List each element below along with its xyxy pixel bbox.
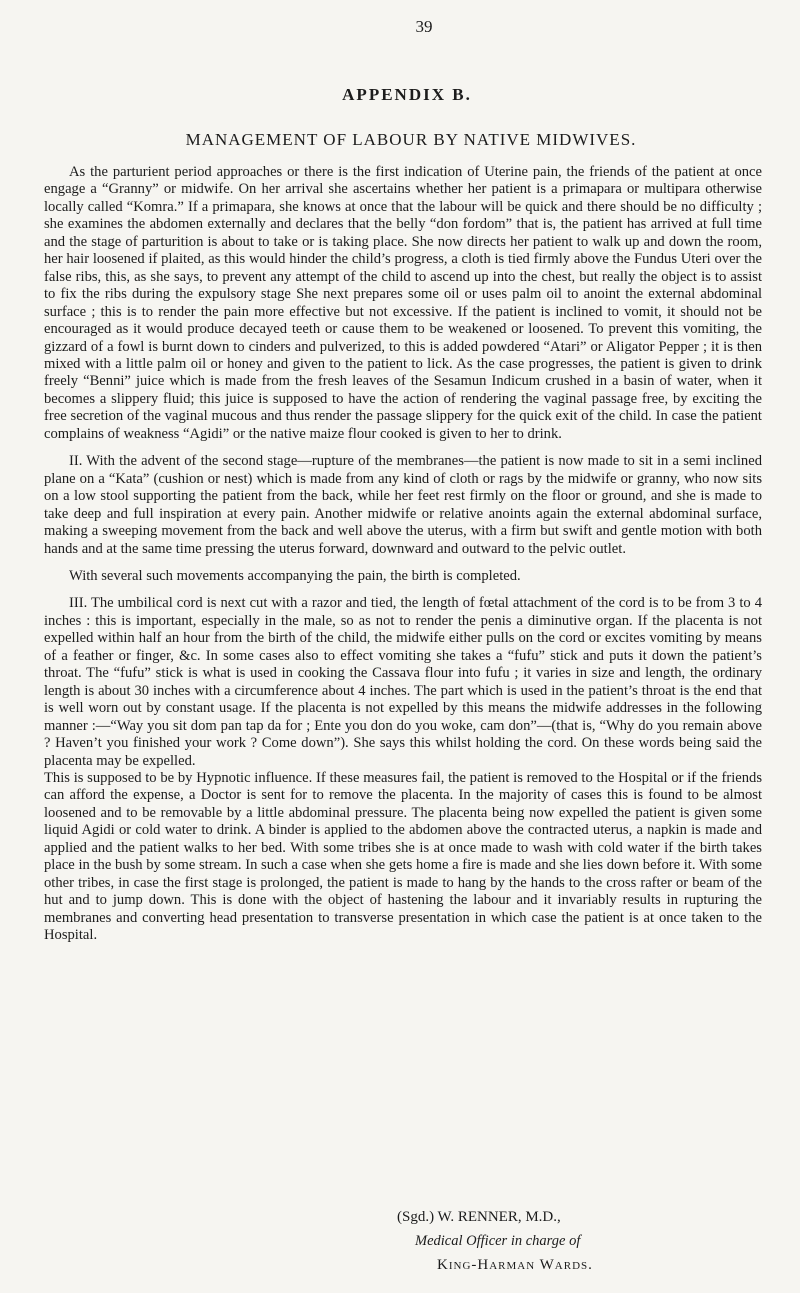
signature-role: Medical Officer in charge of [415, 1233, 581, 1249]
paragraph-first-stage: As the parturient period approaches or there is the first indication of Uterine pain, the friends of the patient at once engage a “Granny” or midwife. On her arrival she ascertains whether her patient is a primapara or multipara otherwise locally called “Komra.” If a primapara, she knows at once that the labour will be quick and there should be no difficulty ; she examines the abdomen externally and declares that the belly “don fordom” that is, the patient has arrived at full time and the stage of parturition is about to take or is taking place. She now directs her patient to walk up and down the room, her hair loosened if plaited, as this would hinder the child’s progress, a cloth is tied firmly above the Fundus Uteri over the false ribs, this, as she says, to prevent any attempt of the child to ascend up into the chest, but really the object is to assist to fix the ribs during the expulsory stage She next prepares some oil or uses palm oil to anoint the external abdominal surface ; this is to render the pain more effective but not excessive. If the patient is inclined to vomit, it should not be encouraged as it would produce decayed teeth or cause them to be weakened or loosened. To prevent this vomiting, the gizzard of a fowl is burnt down to cinders and pulverized, to this is added powdered “Atari” or Aligator Pepper ; it is then mixed with a little palm oil or honey and given to the patient to lick. As the case progresses, the patient is given to drink freely “Benni” juice which is made from the fresh leaves of the Sesamun Indicum crushed in a basin of water, when it becomes a slippery fluid; this juice is supposed to have the action of rendering the vaginal passage free, by exciting the free secretion of the vaginal mucous and thus render the passage slippery for the quick exit of the child. In case the patient complains of weakness “Agidi” or the native maize flour cooked is given to her to drink. [44, 164, 762, 442]
paragraph-third-stage: III. The umbilical cord is next cut with a razor and tied, the length of fœtal attachment of the cord is to be from 3 to 4 inches : this is important, especially in the male, so as not to render the penis a diminutive organ. If the placenta is not expelled within half an hour from the birth of the child, the midwife either pulls on the cord or excites vomiting by means of a feather or finger, &c. In some cases also to effect vomiting she takes a “fufu” stick and puts it down the patient’s throat. The “fufu” stick is what is used in cooking the Cassava flour into fufu ; it varies in size and length, the ordinary length is about 30 inches with a circumference about 4 inches. The part which is used in the patient’s throat is the end that is well worn out by constant usage. If the placenta is not expelled by this means the midwife addresses in the following manner :—“Way you sit dom pan tap da for ; Ente you don do you woke, cam don”—(that is, “Why do you remain above ? Haven’t you finished your work ? Come down”). She says this whilst holding the cord. On these words being said the placenta may be expelled. [44, 595, 762, 769]
appendix-title: APPENDIX B. [342, 85, 472, 104]
signature-block [0, 1205, 718, 1277]
paragraph-hypnotic-influence: This is supposed to be by Hypnotic influence. If these measures fail, the patient is removed to the Hospital or if the friends can afford the expense, a Doctor is sent for to remove the placenta. In the majority of cases this is found to be almost loosened and to be removable by a little abdominal pressure. The placenta being now expelled the patient is given some liquid Agidi or cold water to drink. A binder is applied to the abdomen above the contracted uterus, a napkin is made and applied and the patient walks to her bed. With some tribes she is at once made to wash with cold water if the birth takes place in the bush by some stream. In such a case when she gets home a fire is made and she lies down before it. With some other tribes, in case the first stage is prolonged, the patient is made to hang by the hands to the cross rafter or beam of the hut and to jump down. This is done with the object of hastening the labour and it invariably results in rupturing the membranes and converting head presentation to transverse presentation in which case the patient is at once taken to the Hospital. [44, 769, 762, 944]
signature-wards: King-Harman Wards. [437, 1257, 593, 1273]
section-heading: MANAGEMENT OF LABOUR BY NATIVE MIDWIVES. [185, 130, 637, 149]
signature-name: (Sgd.) W. RENNER, M.D., [397, 1209, 561, 1225]
document-page [44, 18, 762, 944]
page-number: 39 [415, 17, 433, 36]
paragraph-birth-completed: With several such movements accompanying the pain, the birth is completed. [69, 567, 521, 584]
paragraph-second-stage: II. With the advent of the second stage—rupture of the membranes—the patient is now made to sit in a semi inclined plane on a “Kata” (cushion or nest) which is made from any kind of cloth or rags by the midwife or granny, who now sits on a low stool supporting the patient from the back, while her feet rest firmly on the floor or ground, and she is made to take deep and full inspiration at every pain. Another midwife or relative anoints again the external abdominal surface, making a sweeping movement from the back and well above the uterus, with a firm but swift and gentle motion with both hands and at the same time pressing the uterus forward, downward and outward to the pelvic outlet. [44, 453, 762, 557]
